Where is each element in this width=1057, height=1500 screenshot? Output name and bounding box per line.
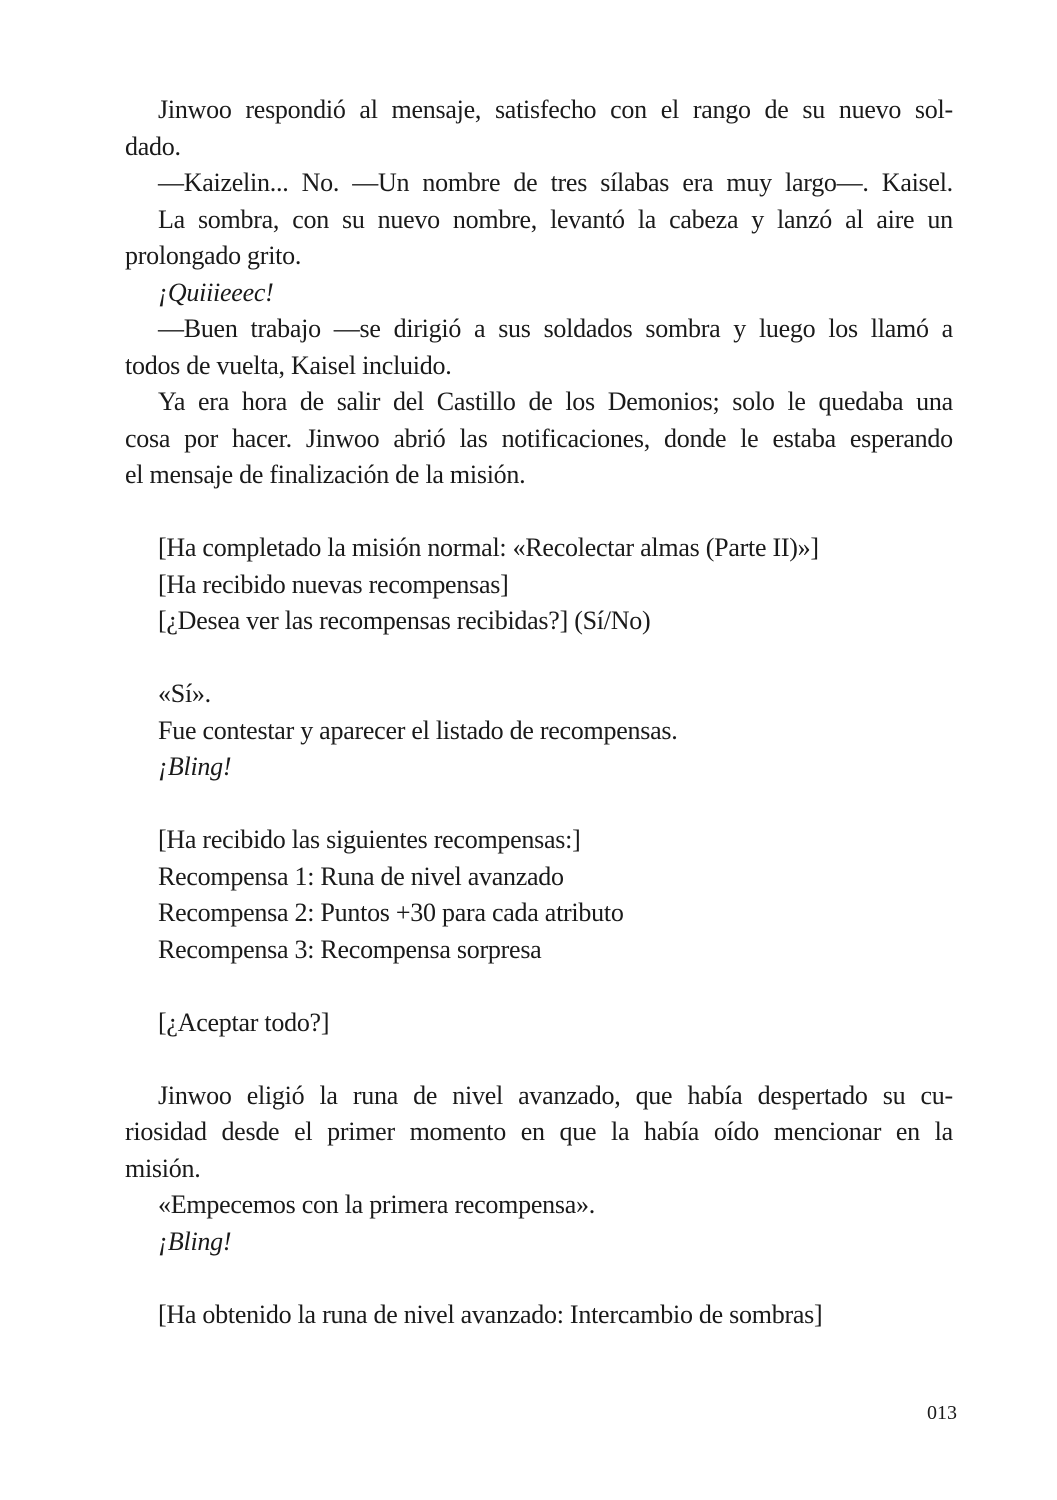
- blank-line: [125, 786, 953, 823]
- text-line: [¿Aceptar todo?]: [158, 1007, 330, 1037]
- blank-line: [125, 1260, 953, 1297]
- text-line: ¡Bling!: [158, 1226, 232, 1256]
- text-line: misión.: [125, 1153, 201, 1183]
- text-line: [Ha obtenido la runa de nivel avanzado: Intercambio de sombras]: [158, 1299, 823, 1329]
- blank-line: [125, 640, 953, 677]
- text-line: [Ha recibido nuevas recompensas]: [158, 569, 509, 599]
- text-line: [Ha recibido las siguientes recompensas:]: [158, 825, 581, 854]
- text-line: Recompensa 1: Runa de nivel avanzado: [158, 861, 564, 891]
- blank-line: [125, 494, 953, 531]
- text-line: Fue contestar y aparecer el listado de recompensas.: [158, 715, 678, 745]
- text-line: ¡Bling!: [158, 752, 232, 781]
- text-line: dado.: [125, 131, 181, 161]
- blank-line: [125, 968, 953, 1005]
- text-line: prolongado grito.: [125, 241, 302, 270]
- text-line: «Sí».: [158, 679, 211, 708]
- blank-line: [125, 1041, 953, 1078]
- text-line: Recompensa 2: Puntos +30 para cada atributo: [158, 898, 624, 927]
- text-line: Jinwoo respondió al mensaje, satisfecho con el rango de su nuevo sol-: [158, 95, 953, 124]
- text-line: —Kaizelin... No. —Un nombre de tres sílabas era muy largo—. Kaisel.: [158, 168, 953, 197]
- text-line: [Ha completado la misión normal: «Recolectar almas (Parte II)»]: [158, 533, 819, 562]
- text-line: [¿Desea ver las recompensas recibidas?] (Sí/No): [158, 606, 651, 635]
- text-line: el mensaje de finalización de la misión.: [125, 460, 526, 489]
- text-line: Jinwoo eligió la runa de nivel avanzado, que había despertado su cu-: [158, 1080, 953, 1110]
- page-number: 013: [927, 1402, 957, 1424]
- text-line: Recompensa 3: Recompensa sorpresa: [158, 934, 542, 964]
- text-line: «Empecemos con la primera recompensa».: [158, 1190, 595, 1219]
- text-line: cosa por hacer. Jinwoo abrió las notificaciones, donde le estaba esperando: [125, 423, 953, 453]
- text-line: riosidad desde el primer momento en que la había oído mencionar en la: [125, 1117, 953, 1146]
- text-line: ¡Quiiieeec!: [158, 277, 274, 307]
- text-line: todos de vuelta, Kaisel incluido.: [125, 350, 452, 380]
- text-line: Ya era hora de salir del Castillo de los Demonios; solo le quedaba una: [158, 387, 953, 416]
- text-line: —Buen trabajo —se dirigió a sus soldados sombra y luego los llamó a: [158, 314, 953, 343]
- page-text: [125, 92, 953, 1333]
- text-line: La sombra, con su nuevo nombre, levantó la cabeza y lanzó al aire un: [158, 204, 953, 234]
